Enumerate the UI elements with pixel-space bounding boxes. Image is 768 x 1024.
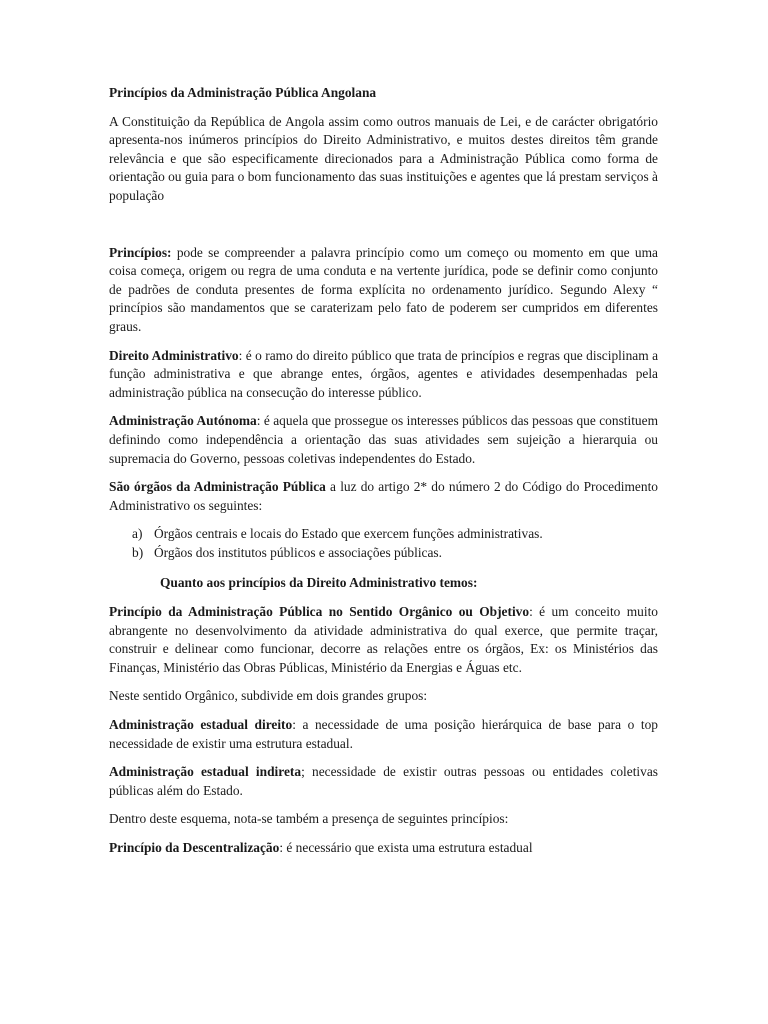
term-administracao-autonoma: Administração Autónoma — [109, 413, 257, 429]
text-esquema: Dentro deste esquema, nota-se também a presença de seguintes princípios: — [109, 811, 509, 827]
term-estadual-indireta: Administração estadual indireta — [109, 764, 302, 780]
paragraph-sentido-organico — [109, 687, 658, 706]
list-item — [109, 525, 658, 544]
term-principio-organico: Princípio da Administração Pública no Sentido Orgânico ou Objetivo — [109, 604, 530, 620]
text-principio-organico: : é um conceito muito abrangente no desenvolvimento da atividade administrativa do qual exerce, que permite traçar, construir e delinear como funcionar, decorre as relações entre os órgãos, Ex: os Ministérios das Finanças, Ministério das Obras Públicas, Ministério da Energias e Águas etc. — [109, 604, 658, 675]
paragraph-administracao-autonoma — [109, 412, 658, 468]
subheading: Quanto aos princípios da Direito Administrativo temos: — [160, 575, 478, 591]
paragraph-estadual-direito — [109, 716, 658, 753]
term-principios: Princípios: — [109, 244, 172, 260]
paragraph-direito-administrativo — [109, 347, 658, 403]
term-direito-administrativo: Direito Administrativo — [109, 347, 239, 363]
paragraph-estadual-indireta — [109, 763, 658, 800]
paragraph-descentralizacao — [109, 839, 658, 858]
paragraph-orgaos — [109, 478, 658, 515]
text-estadual-direito: : a necessidade de uma posição hierárquica de base para o top necessidade de existir uma estrutura estadual. — [109, 717, 658, 751]
document-title: Princípios da Administração Pública Angolana — [109, 85, 377, 100]
list-item — [109, 544, 658, 563]
text-principios: pode se compreender a palavra princípio como um começo ou momento em que uma coisa começa, origem ou regra de uma conduta e na vertente jurídica, pode se definir como conjunto de padrões de conduta presentes de forma explícita no ordenamento jurídico. Segundo Alexy “ princípios são mandamentos que se caraterizam pelo fato de poderem ser cumpridos em diferentes graus. — [109, 244, 658, 334]
text-sentido-organico: Neste sentido Orgânico, subdivide em dois grandes grupos: — [109, 688, 428, 704]
document-page — [109, 84, 658, 868]
orgaos-list — [109, 525, 658, 562]
list-marker: a) — [132, 526, 143, 542]
list-item-text: Órgãos centrais e locais do Estado que exercem funções administrativas. — [154, 526, 543, 542]
text-direito-administrativo: : é o ramo do direito público que trata de princípios e regras que disciplinam a função administrativa e que abrange entes, órgãos, agentes e atividades desempenhadas pela administração pública na consecução do interesse público. — [109, 347, 659, 400]
paragraph-esquema — [109, 810, 658, 829]
list-item-text: Órgãos dos institutos públicos e associações públicas. — [154, 544, 442, 560]
term-descentralizacao: Princípio da Descentralização — [109, 840, 280, 855]
text-descentralizacao: : é necessário que exista uma estrutura estadual — [279, 840, 533, 855]
paragraph-principio-organico — [109, 603, 658, 677]
term-orgaos: São órgãos da Administração Pública — [109, 479, 326, 495]
list-marker: b) — [132, 544, 144, 560]
term-estadual-direito: Administração estadual direito — [109, 717, 293, 733]
text-orgaos: a luz do artigo 2* do número 2 do Código do Procedimento Administrativo os seguintes: — [109, 479, 658, 513]
paragraph-principios — [109, 244, 658, 337]
text-estadual-indireta: ; necessidade de existir outras pessoas ou entidades coletivas públicas além do Estado. — [109, 764, 658, 798]
intro-paragraph: A Constituição da República de Angola assim como outros manuais de Lei, e de carácter obrigatório apresenta-nos inúmeros princípios do Direito Administrativo, e muitos destes direitos têm grande relevância e que são especificamente direcionados para a Administração Pública como forma de orientação ou guia para o bom funcionamento das suas instituições e agentes que lá prestam serviços à população — [109, 113, 658, 203]
text-administracao-autonoma: : é aquela que prossegue os interesses públicos das pessoas que constituem definindo como independência a orientação das suas atividades sem sujeição a hierarquia ou supremacia do Governo, pessoas coletivas independentes do Estado. — [109, 413, 658, 466]
